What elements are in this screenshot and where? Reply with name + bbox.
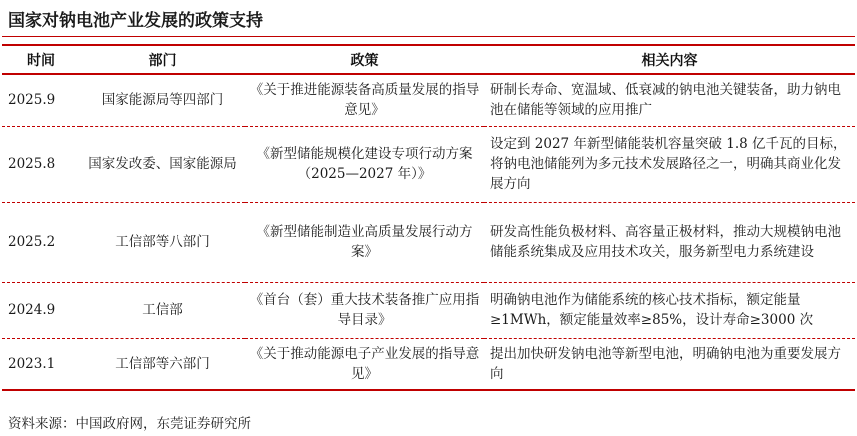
cell-dept: 工信部 [80, 282, 245, 338]
cell-policy: 《新型储能制造业高质量发展行动方案》 [245, 202, 484, 282]
policy-table [2, 44, 855, 391]
table-row [2, 338, 855, 390]
cell-time: 2023.1 [2, 338, 80, 390]
cell-policy: 《关于推进能源装备高质量发展的指导意见》 [245, 74, 484, 126]
page-title: 国家对钠电池产业发展的政策支持 [8, 11, 263, 31]
cell-content: 研发高性能负极材料、高容量正极材料，推动大规模钠电池储能系统集成及应用技术攻关，服务新型电力系统建设 [484, 202, 855, 282]
cell-policy: 《首台（套）重大技术装备推广应用指导目录》 [245, 282, 484, 338]
table-row [2, 126, 855, 202]
cell-policy: 《关于推动能源电子产业发展的指导意见》 [245, 338, 484, 390]
cell-time: 2024.9 [2, 282, 80, 338]
cell-time: 2025.2 [2, 202, 80, 282]
cell-content: 研制长寿命、宽温域、低衰减的钠电池关键装备，助力钠电池在储能等领域的应用推广 [484, 74, 855, 126]
cell-dept: 国家发改委、国家能源局 [80, 126, 245, 202]
cell-dept: 国家能源局等四部门 [80, 74, 245, 126]
cell-time: 2025.8 [2, 126, 80, 202]
cell-content: 提出加快研发钠电池等新型电池，明确钠电池为重要发展方向 [484, 338, 855, 390]
cell-dept: 工信部等六部门 [80, 338, 245, 390]
header-policy: 政策 [245, 45, 484, 74]
cell-content: 设定到 2027 年新型储能装机容量突破 1.8 亿千瓦的目标，将钠电池储能列为多元技术发展路径之一，明确其商业化发展方向 [484, 126, 855, 202]
header-content: 相关内容 [484, 45, 855, 74]
cell-content: 明确钠电池作为储能系统的核心技术指标，额定能量≥1MWh，额定能量效率≥85%，设计寿命≥3000 次 [484, 282, 855, 338]
cell-time: 2025.9 [2, 74, 80, 126]
source-note: 资料来源：中国政府网，东莞证券研究所 [8, 416, 251, 432]
policy-table-container [2, 44, 855, 391]
header-time: 时间 [2, 45, 80, 74]
table-header-row [2, 45, 855, 74]
title-divider [2, 36, 855, 37]
table-row [2, 74, 855, 126]
cell-dept: 工信部等八部门 [80, 202, 245, 282]
cell-policy: 《新型储能规模化建设专项行动方案（2025—2027 年）》 [245, 126, 484, 202]
table-row [2, 282, 855, 338]
header-dept: 部门 [80, 45, 245, 74]
table-row [2, 202, 855, 282]
